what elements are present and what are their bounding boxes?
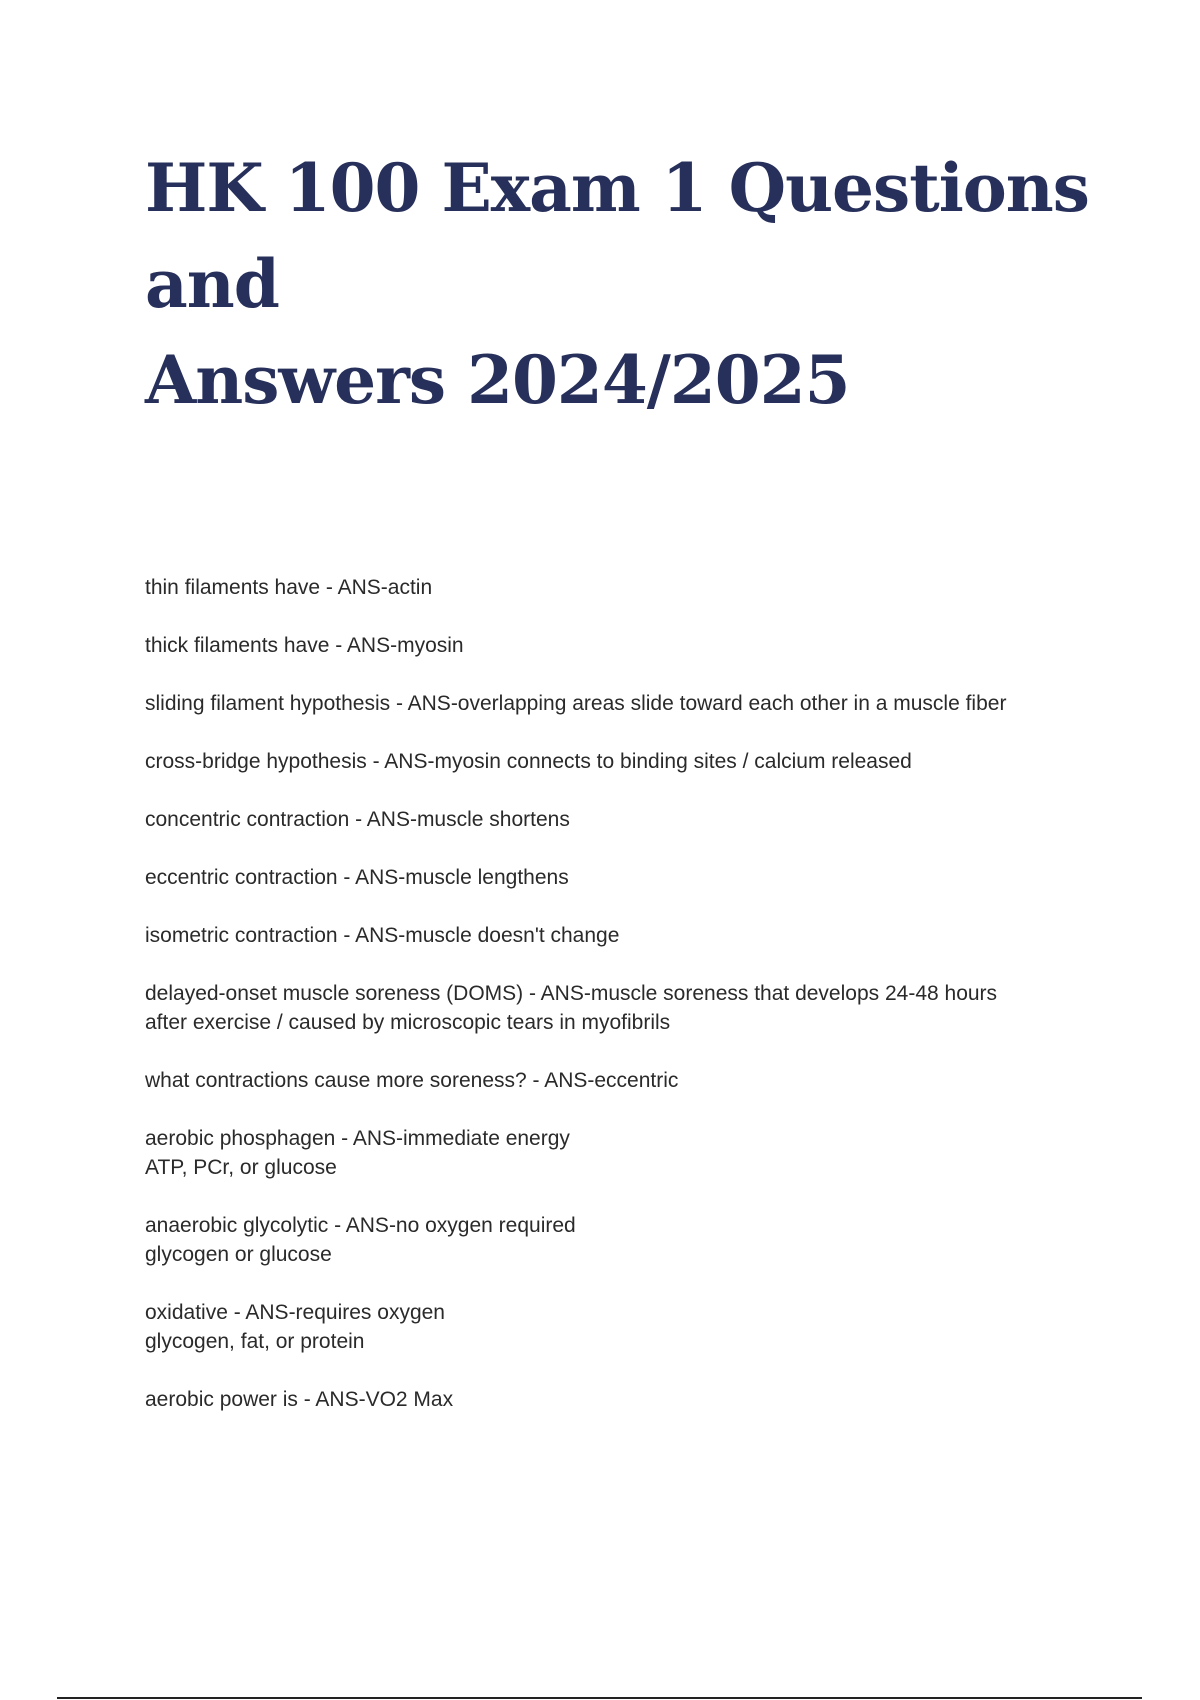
qa-item	[145, 631, 1105, 660]
qa-item	[145, 979, 1105, 1037]
qa-item	[145, 747, 1105, 776]
qa-text-line: aerobic power is - ANS-VO2 Max	[145, 1388, 454, 1411]
qa-item	[145, 1211, 1105, 1269]
qa-item	[145, 689, 1105, 718]
title-line-1: HK 100 Exam 1 Questions and	[145, 149, 1089, 323]
qa-text-line: what contractions cause more soreness? - ANS-eccentric	[145, 1069, 679, 1092]
qa-item	[145, 1385, 1105, 1414]
title-line-2: Answers 2024/2025	[145, 341, 850, 419]
qa-item	[145, 1124, 1105, 1182]
qa-item	[145, 863, 1105, 892]
qa-text-line: concentric contraction - ANS-muscle shortens	[145, 808, 570, 831]
qa-text-line: anaerobic glycolytic - ANS-no oxygen required	[145, 1214, 576, 1237]
qa-text-line: cross-bridge hypothesis - ANS-myosin connects to binding sites / calcium released	[145, 750, 912, 773]
qa-item	[145, 573, 1105, 602]
qa-item	[145, 805, 1105, 834]
qa-item	[145, 921, 1105, 950]
qa-text-line: sliding filament hypothesis - ANS-overlapping areas slide toward each other in a muscle fiber	[145, 692, 1007, 715]
footer-rule	[57, 1697, 1142, 1699]
qa-text-line: ATP, PCr, or glucose	[145, 1156, 337, 1179]
qa-text-line: after exercise / caused by microscopic tears in myofibrils	[145, 1011, 671, 1034]
qa-text-line: aerobic phosphagen - ANS-immediate energy	[145, 1127, 570, 1150]
qa-item	[145, 1298, 1105, 1356]
document-title	[145, 140, 1145, 428]
question-answer-list	[145, 573, 1105, 1443]
qa-text-line: thick filaments have - ANS-myosin	[145, 634, 464, 657]
qa-text-line: oxidative - ANS-requires oxygen	[145, 1301, 445, 1324]
qa-text-line: eccentric contraction - ANS-muscle lengthens	[145, 866, 569, 889]
qa-text-line: glycogen, fat, or protein	[145, 1330, 365, 1353]
qa-text-line: thin filaments have - ANS-actin	[145, 576, 433, 599]
qa-text-line: isometric contraction - ANS-muscle doesn't change	[145, 924, 620, 947]
qa-text-line: glycogen or glucose	[145, 1243, 332, 1266]
qa-item	[145, 1066, 1105, 1095]
qa-text-line: delayed-onset muscle soreness (DOMS) - ANS-muscle soreness that develops 24-48 hours	[145, 982, 998, 1005]
